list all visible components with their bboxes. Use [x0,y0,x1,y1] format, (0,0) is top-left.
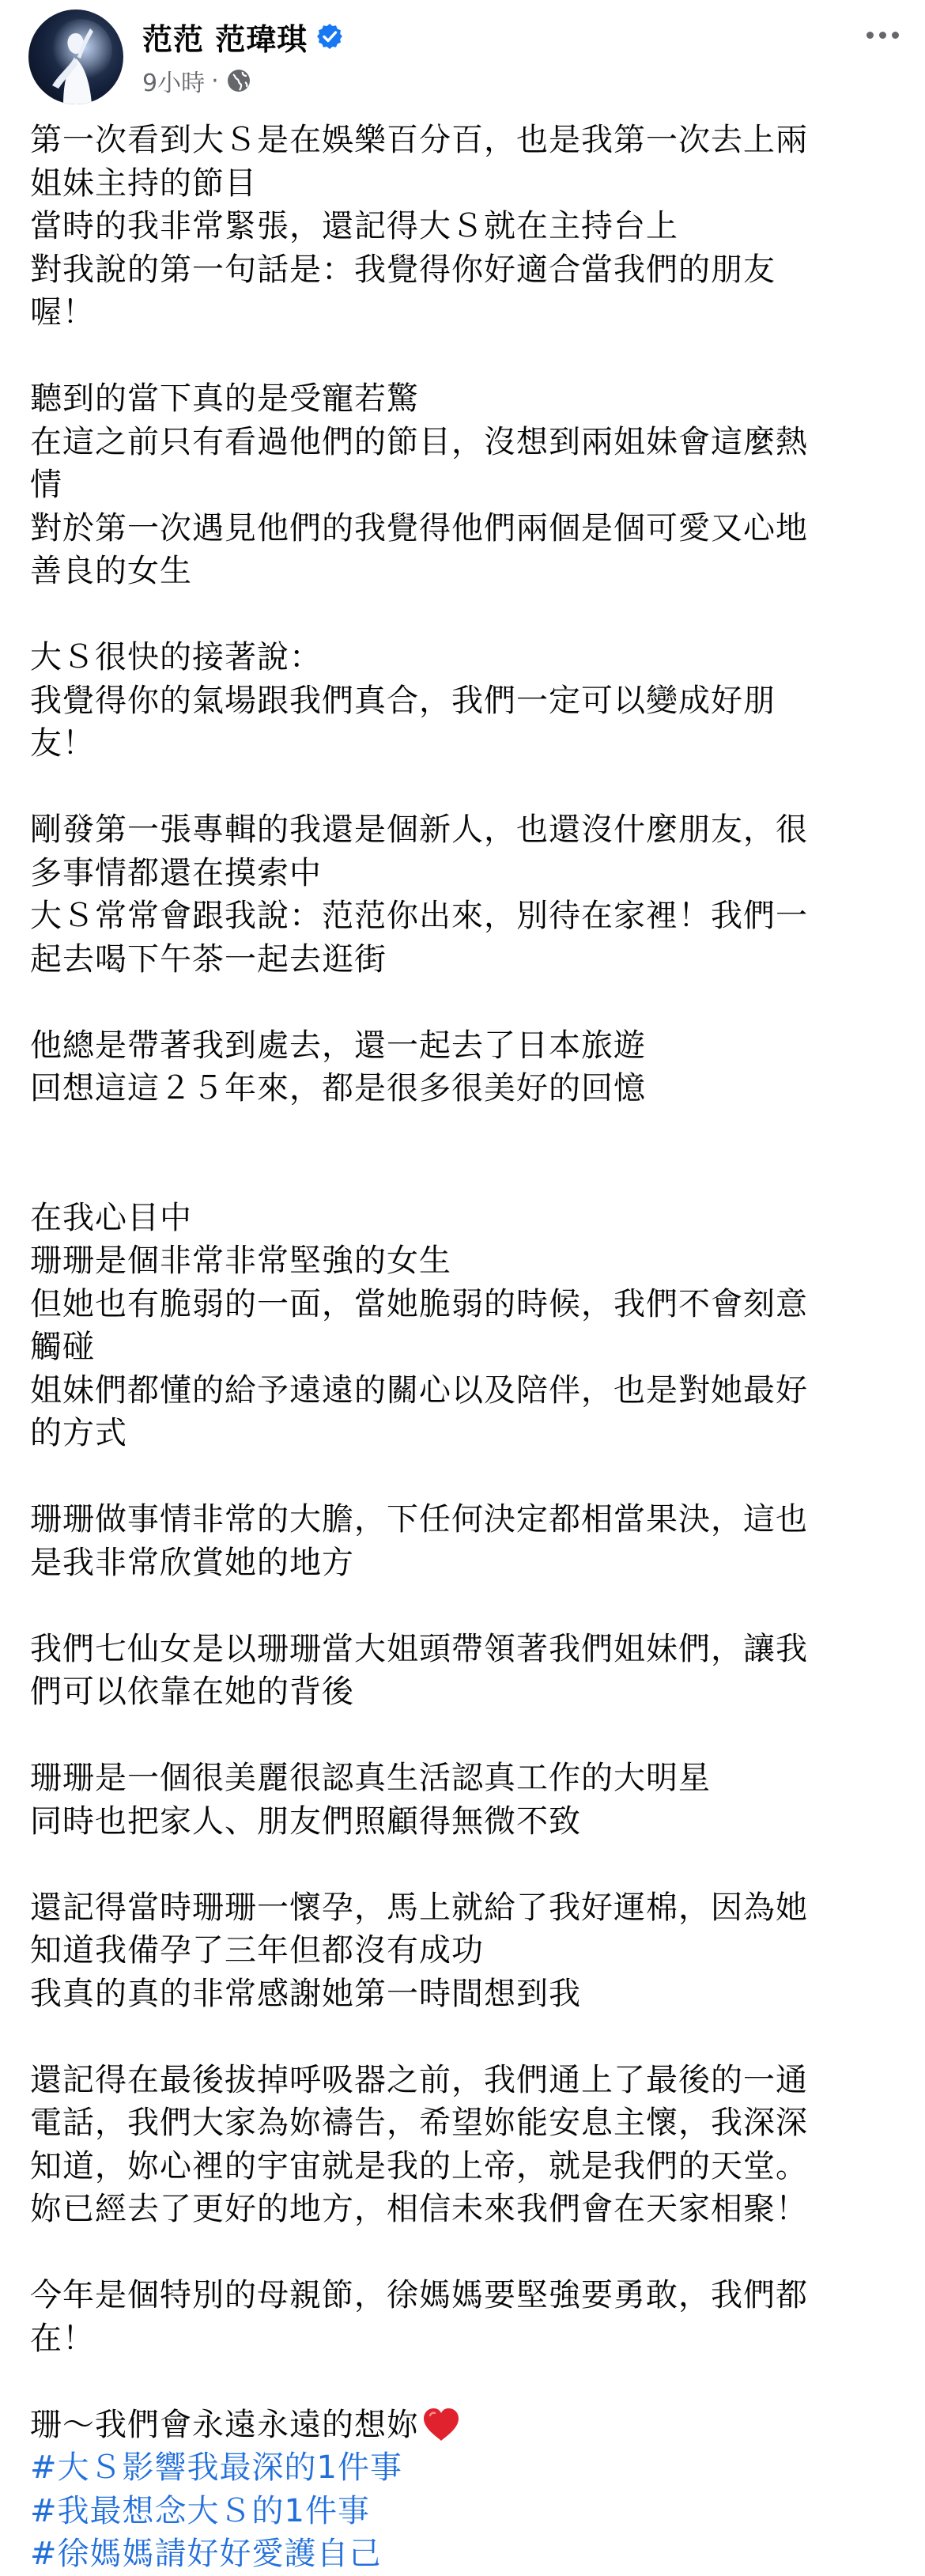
paragraph-line: 友！ [30,725,95,762]
post-paragraph [30,1024,900,1110]
paragraph-line: 知道，妳心裡的宇宙就是我的上帝，就是我們的天堂。 [30,2147,808,2184]
paragraph-line: 在我心目中 [30,1199,192,1236]
more-options-icon[interactable] [859,19,906,51]
author-name[interactable]: 范范 范瑋琪 [142,21,308,57]
paragraph-line: 們可以依靠在她的背後 [30,1674,354,1710]
post-paragraph [30,2274,900,2360]
paragraph-line: 對我說的第一句話是：我覺得你好適合當我們的朋友 [30,251,776,288]
paragraph-line: 聽到的當下真的是受寵若驚 [30,380,419,417]
hashtag-link[interactable]: #我最想念大Ｓ的1件事 [30,2492,370,2529]
paragraph-line: 知道我備孕了三年但都沒有成功 [30,1932,484,1969]
hashtag-link[interactable]: #大Ｓ影響我最深的1件事 [30,2449,402,2486]
hashtag-link[interactable]: #徐媽媽請好好愛護自己 [30,2536,382,2572]
paragraph-line: 我真的真的非常感謝她第一時間想到我 [30,1975,581,2012]
paragraph-line: 珊珊是個非常非常堅強的女生 [30,1243,451,1279]
paragraph-line: 觸碰 [30,1329,95,1365]
closing-line [30,2404,900,2447]
globe-icon[interactable] [225,67,252,94]
paragraph-line: 我們七仙女是以珊珊當大姐頭帶領著我們姐妹們，讓我 [30,1630,808,1667]
paragraph-line: 但她也有脆弱的一面，當她脆弱的時候，我們不會刻意 [30,1285,808,1322]
paragraph-line: 在！ [30,2320,95,2357]
paragraph-line: 還記得當時珊珊一懷孕，馬上就給了我好運棉，因為她 [30,1889,808,1926]
meta-separator: · [211,66,219,95]
more-dot [879,32,886,39]
post-paragraph [30,377,900,593]
paragraph-line: 對於第一次遇見他們的我覺得他們兩個是個可愛又心地 [30,509,808,547]
more-dot [866,32,874,39]
post-text [30,119,900,2576]
post-paragraph [30,1197,900,1455]
post-header [28,8,906,103]
post-paragraph [30,808,900,981]
paragraph-line: 喔！ [30,294,95,331]
paragraph-line: 他總是帶著我到處去，還一起去了日本旅遊 [30,1027,646,1064]
post-paragraph [30,1628,900,1714]
post-paragraph [30,1886,900,2016]
paragraph-line: 珊珊做事情非常的大膽，下任何決定都相當果決，這也 [30,1501,808,1538]
paragraph-line: 我覺得你的氣場跟我們真合，我們一定可以變成好朋 [30,682,776,719]
post-paragraph [30,119,900,335]
paragraph-line: 第一次看到大Ｓ是在娛樂百分百，也是我第一次去上兩 [30,122,808,158]
paragraph-line: 起去喝下午茶一起去逛街 [30,940,387,978]
paragraph-spacer [30,1153,900,1197]
paragraph-line: 珊珊是一個很美麗很認真生活認真工作的大明星 [30,1760,711,1796]
post-paragraph [30,1498,900,1584]
paragraph-line: 善良的女生 [30,553,192,589]
paragraph-line: 妳已經去了更好的地方，相信未來我們會在天家相聚！ [30,2191,808,2227]
post-paragraph [30,1757,900,1843]
paragraph-line: 剛發第一張專輯的我還是個新人，也還沒什麼朋友，很 [30,811,808,848]
paragraph-line: 的方式 [30,1415,127,1451]
paragraph-line: 姐妹們都懂的給予遠遠的關心以及陪伴，也是對她最好 [30,1371,808,1409]
paragraph-line: 姐妹主持的節目 [30,165,257,202]
paragraph-line: 是我非常欣賞她的地方 [30,1544,354,1581]
paragraph-line: 在這之前只有看過他們的節目，沒想到兩姐妹會這麼熱 [30,423,808,460]
paragraph-line: 多事情都還在摸索中 [30,854,322,891]
paragraph-line: 同時也把家人、朋友們照顧得無微不致 [30,1802,581,1840]
author-row [142,16,344,57]
post-meta [142,63,252,98]
closing-text: 珊～我們會永遠永遠的想妳 [30,2406,419,2443]
paragraph-line: 電話，我們大家為妳禱告，希望妳能安息主懷，我深深 [30,2105,808,2141]
paragraph-line: 當時的我非常緊張，還記得大Ｓ就在主持台上 [30,208,678,244]
paragraph-line: 今年是個特別的母親節，徐媽媽要堅強要勇敢，我們都 [30,2277,808,2313]
post-paragraphs [30,119,900,2360]
red-heart-icon [422,2408,460,2442]
more-dot [892,32,899,39]
paragraph-line: 大Ｓ很快的接著說： [30,639,322,675]
avatar-photo-icon [28,9,123,104]
post-paragraph [30,2059,900,2231]
paragraph-line: 大Ｓ常常會跟我說：范范你出來，別待在家裡！我們一 [30,898,808,934]
paragraph-line: 情 [30,467,62,503]
hashtag-list [30,2446,900,2576]
paragraph-line: 回想這這２５年來，都是很多很美好的回憶 [30,1070,646,1106]
paragraph-line: 還記得在最後拔掉呼吸器之前，我們通上了最後的一通 [30,2061,808,2098]
post-timestamp[interactable]: 9小時 [142,70,206,97]
verified-badge-icon [315,22,344,51]
post-paragraph [30,636,900,766]
author-avatar[interactable] [28,9,123,104]
